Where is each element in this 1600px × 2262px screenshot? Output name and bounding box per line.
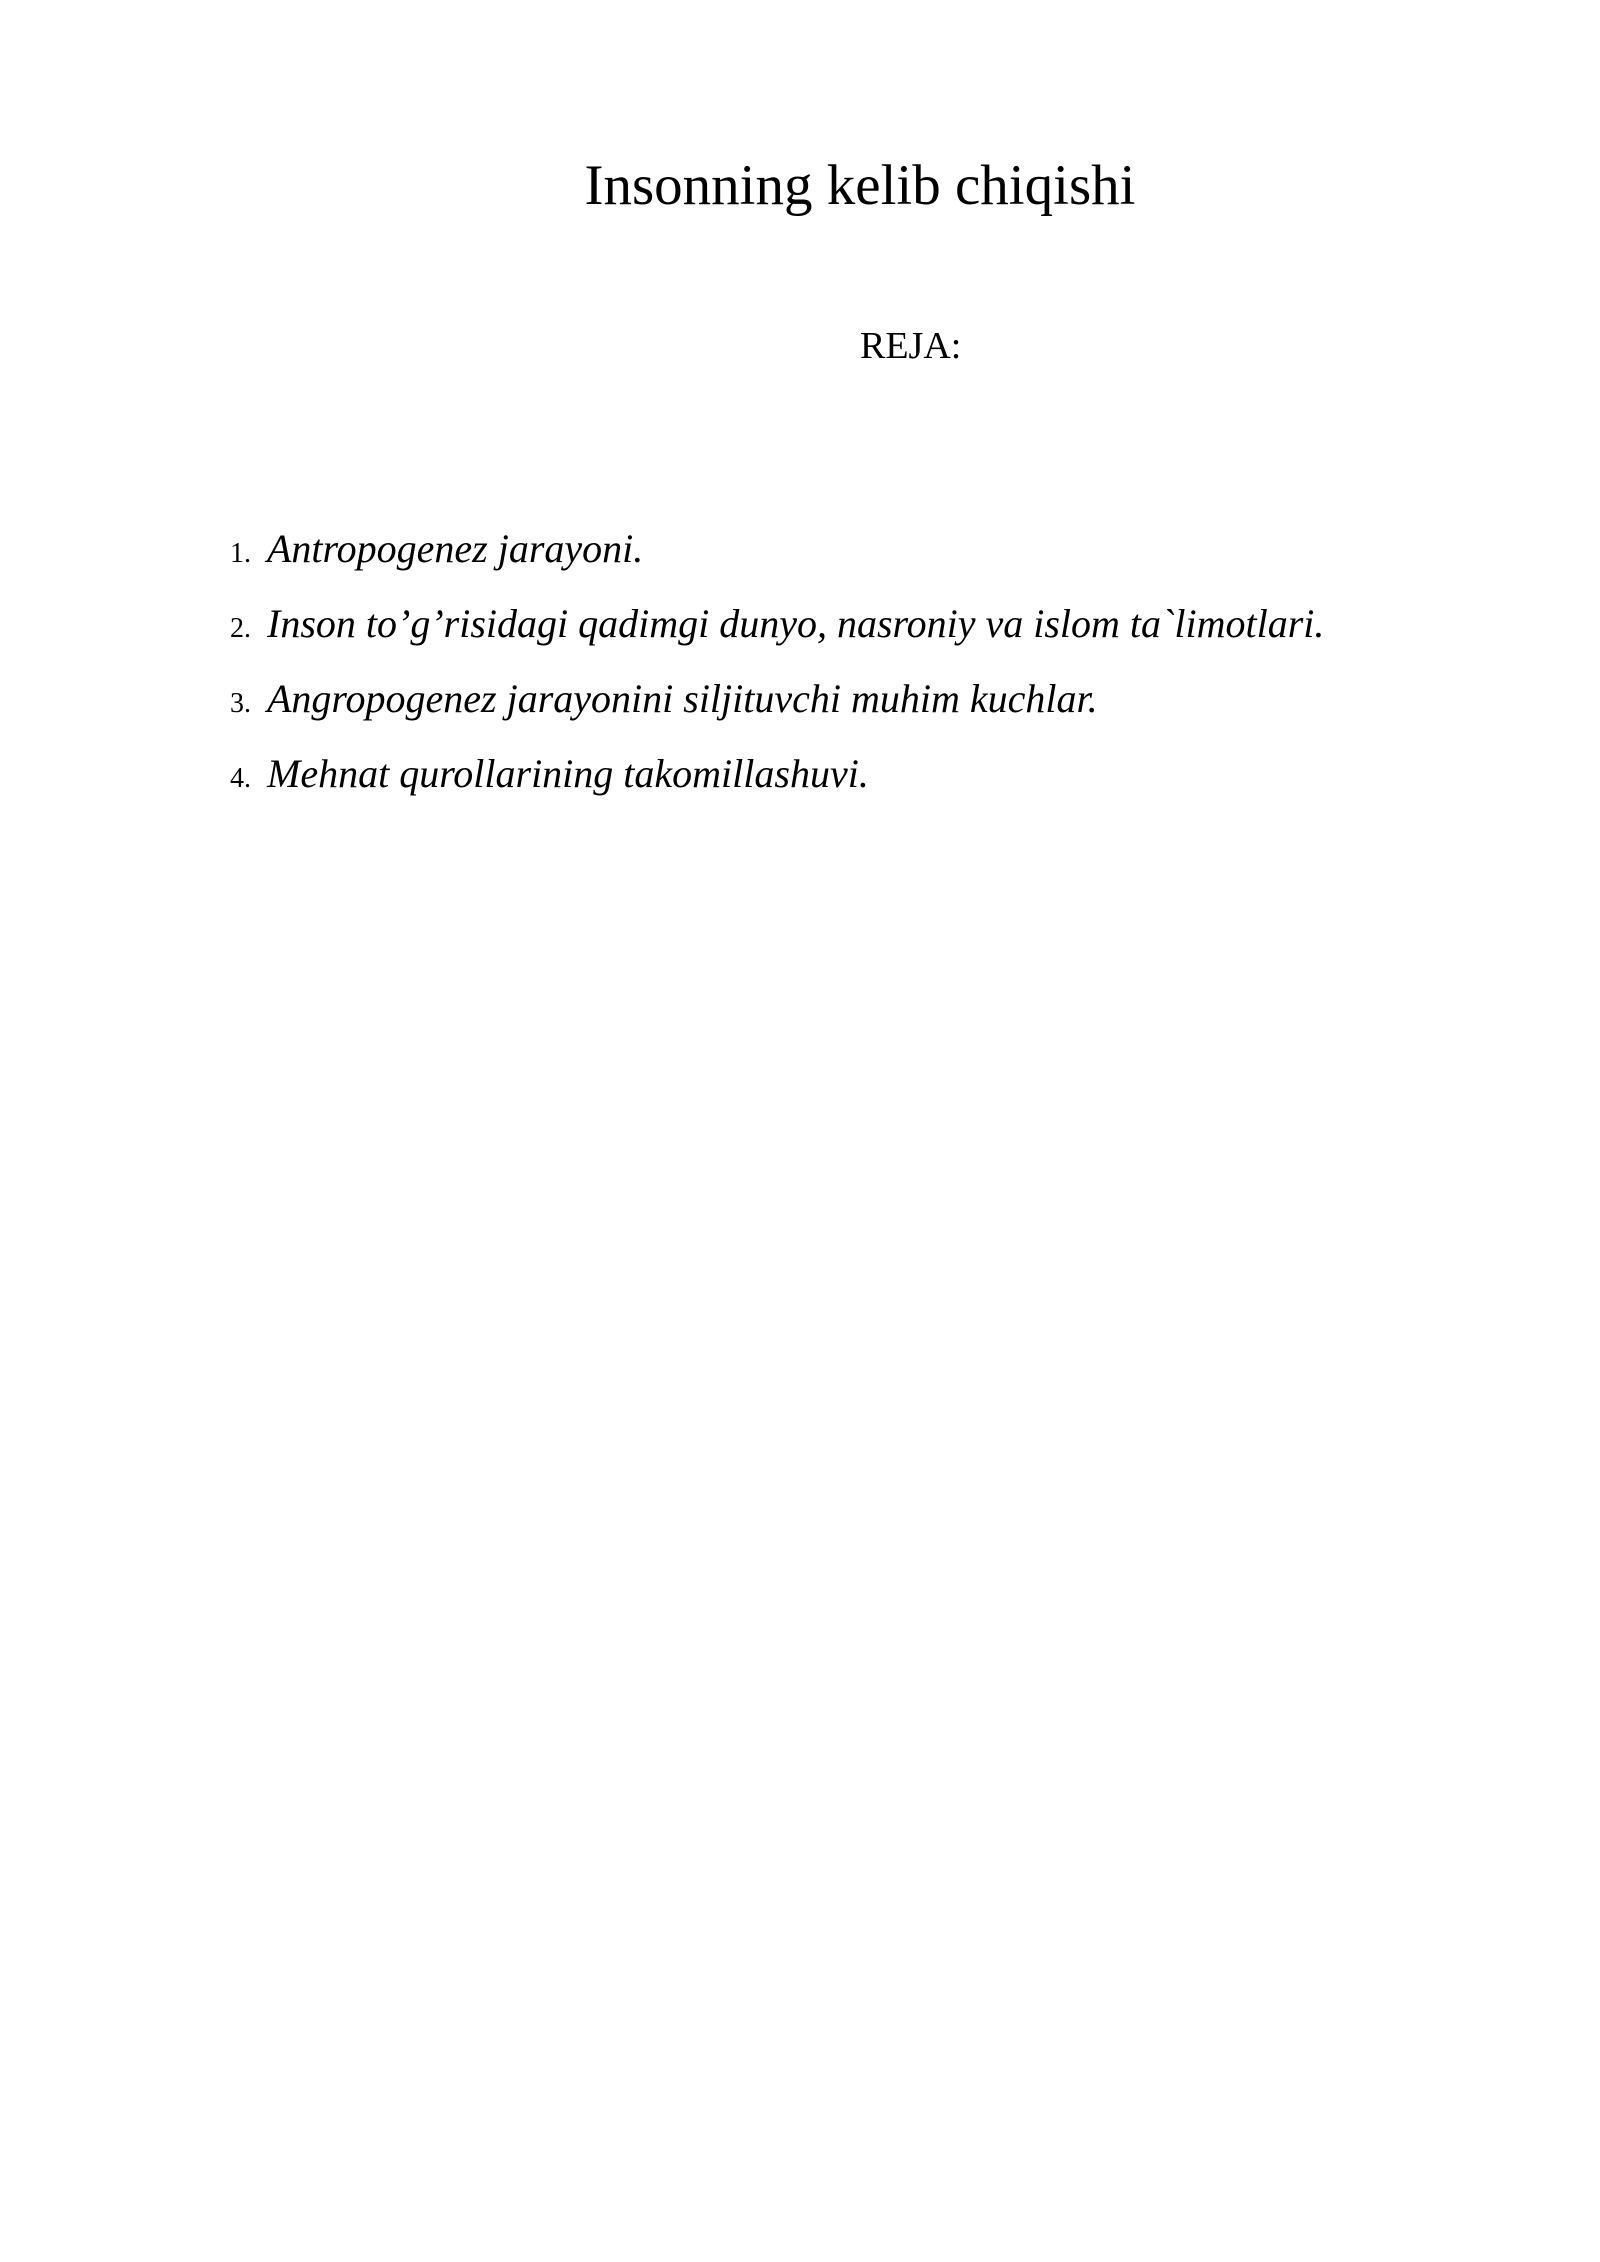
plan-item-number: 1.	[230, 538, 251, 569]
plan-item-number: 4.	[230, 763, 251, 794]
plan-item-text: Inson to’g’risidagi qadimgi dunyo, nasroniy va islom ta`limotlari.	[267, 601, 1325, 646]
plan-item-4	[230, 746, 1324, 821]
document-title: Insonning kelib chiqishi	[584, 154, 1136, 217]
plan-item-3	[230, 671, 1324, 746]
plan-item-2	[230, 596, 1324, 671]
plan-item-number: 3.	[230, 688, 251, 719]
plan-item-number: 2.	[230, 613, 251, 644]
plan-item-text: Antropogenez jarayoni.	[267, 526, 644, 571]
plan-item-text: Mehnat qurollarining takomillashuvi.	[267, 751, 869, 796]
plan-item-1	[230, 521, 1324, 596]
plan-item-text: Angropogenez jarayonini siljituvchi muhim kuchlar.	[267, 676, 1098, 721]
plan-heading: REJA:	[860, 325, 962, 367]
plan-list	[230, 521, 1324, 821]
